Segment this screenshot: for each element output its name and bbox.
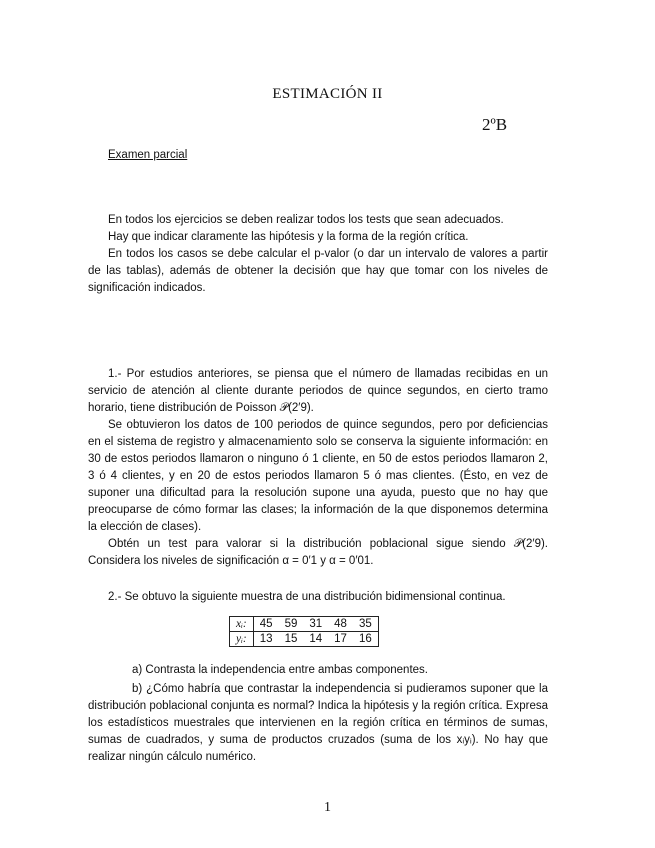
table-cell: 48 [328,617,353,632]
y-row-label: yᵢ: [230,632,254,647]
table-cell: 14 [303,632,328,647]
sample-table [229,616,379,647]
exercise-1-data: Se obtuvieron los datos de 100 periodos de quince segundos, pero por deficiencias en el sistema de registro y almacenamiento solo se conserva la siguiente información: en 30 de estos periodos llamaron o ninguno ó 1 cliente, en 50 de estos periodos llamaron 2, 3 ó 4 clientes, y en 20 de estos periodos llamaron 5 ó mas clientes. (Ésto, en vez de suponer una dificultad para la resolución supone una ayuda, puesto que no hay que preocuparse de cómo formar las clases; la información de la que disponemos determina la elección de clases). [88,419,548,533]
exercise-2-intro: 2.- Se obtuvo la siguiente muestra de una distribución bidimensional continua. [108,591,506,603]
table-cell: 16 [353,632,378,647]
instruction-paragraph: En todos los casos se debe calcular el p-valor (o dar un intervalo de valores a partir de las tablas), además de obtener la decisión que hay que tomar con los niveles de significación indicados. [88,248,548,294]
document-title: ESTIMACIÓN II [272,86,383,102]
course-label: 2ºB [482,115,508,134]
exercise-1-statement: 1.- Por estudios anteriores, se piensa que el número de llamadas recibidas en un servicio de atención al cliente durante periodos de quince segundos, en cierto tramo horario, tiene distribución de Poisson 𝒫(2′9). [88,368,548,414]
exam-type-label: Examen parcial [108,149,188,161]
table-cell: 59 [279,617,304,632]
table-cell: 35 [353,617,378,632]
exercise-2-part-b-block [88,681,548,766]
exercise-1 [88,366,548,570]
table-cell: 17 [328,632,353,647]
table-cell: 31 [303,617,328,632]
page-number: 1 [324,800,331,815]
table-row [230,632,379,647]
exercise-2-part-a: a) Contrasta la independencia entre ambas componentes. [132,664,428,676]
table-row [230,617,379,632]
table-cell: 13 [253,632,278,647]
table-cell: 15 [279,632,304,647]
instruction-paragraph: En todos los ejercicios se deben realizar todos los tests que sean adecuados. [108,214,504,226]
instructions-block [88,212,548,297]
instruction-paragraph: Hay que indicar claramente las hipótesis y la forma de la región crítica. [108,231,469,243]
x-row-label: xᵢ: [230,617,254,632]
table-cell: 45 [253,617,278,632]
exercise-1-task: Obtén un test para valorar si la distribución poblacional sigue siendo 𝒫(2′9). Considera los niveles de significación α = 0′1 y α = 0′01. [88,538,548,567]
exercise-2-part-b: b) ¿Cómo habría que contrastar la independencia si pudieramos suponer que la distribución poblacional conjunta es normal? Indica la hipótesis y la región crítica. Expresa los estadísticos muestrales que intervienen en la región crítica en términos de sumas, sumas de cuadrados, y suma de productos cruzados (suma de los xᵢyᵢ). No hay que realizar ningún cálculo numérico. [88,683,548,763]
